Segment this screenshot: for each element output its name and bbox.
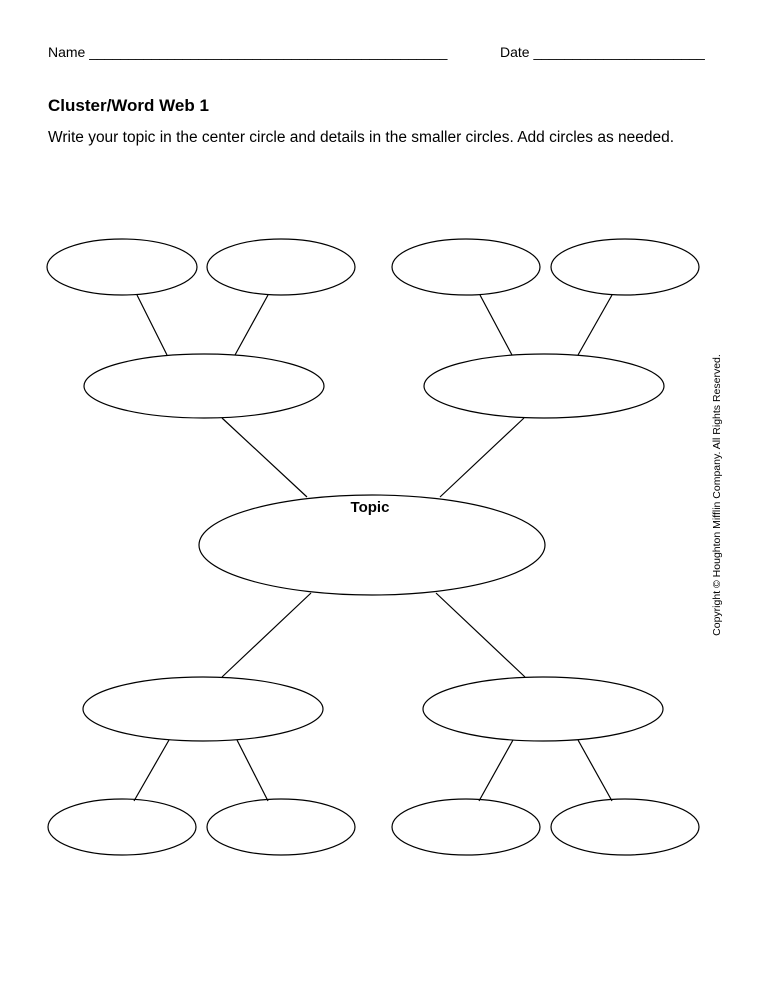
page-title: Cluster/Word Web 1 bbox=[48, 96, 209, 115]
connector-line bbox=[235, 295, 268, 355]
detail-circle[interactable] bbox=[207, 799, 355, 855]
connector-line bbox=[134, 740, 169, 801]
connector-line bbox=[137, 295, 167, 355]
detail-circle[interactable] bbox=[48, 799, 196, 855]
subtopic-circle[interactable] bbox=[424, 354, 664, 418]
detail-circle[interactable] bbox=[47, 239, 197, 295]
connector-line bbox=[237, 740, 268, 801]
connector-line bbox=[440, 418, 524, 497]
connector-line bbox=[578, 295, 612, 355]
detail-circle[interactable] bbox=[392, 799, 540, 855]
copyright-notice: Copyright © Houghton Mifflin Company. All Rights Reserved. bbox=[711, 354, 723, 636]
connector-line bbox=[578, 740, 612, 801]
subtopic-circle[interactable] bbox=[84, 354, 324, 418]
subtopic-circle[interactable] bbox=[423, 677, 663, 741]
date-field[interactable]: Date ______________________ bbox=[500, 44, 705, 60]
instructions-text: Write your topic in the center circle and details in the smaller circles. Add circles as needed. bbox=[48, 129, 675, 146]
connector-line bbox=[480, 295, 512, 355]
connector-line bbox=[222, 418, 307, 497]
detail-circle[interactable] bbox=[551, 799, 699, 855]
detail-circle[interactable] bbox=[207, 239, 355, 295]
topic-label: Topic bbox=[350, 499, 390, 516]
subtopic-circle[interactable] bbox=[83, 677, 323, 741]
connector-line bbox=[436, 593, 525, 677]
connector-line bbox=[222, 593, 311, 677]
detail-circle[interactable] bbox=[392, 239, 540, 295]
name-field[interactable]: Name ______________________________________________ bbox=[48, 44, 448, 60]
detail-circle[interactable] bbox=[551, 239, 699, 295]
connector-line bbox=[479, 740, 513, 801]
